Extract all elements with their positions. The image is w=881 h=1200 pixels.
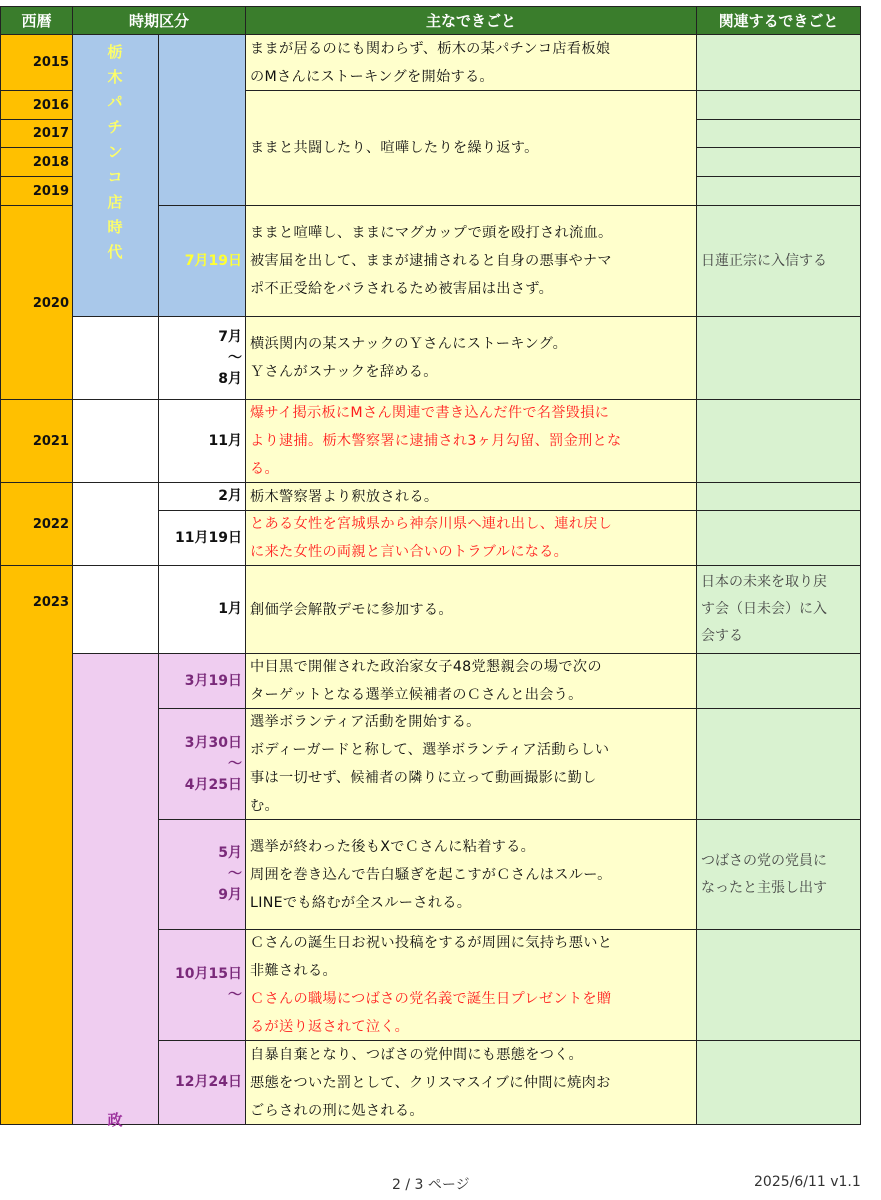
date-text: 〜: [228, 866, 242, 882]
year-2015: 2015: [0, 34, 73, 91]
date-cell-2020-07-08: [158, 316, 246, 400]
event-line: 事は一切せず、候補者の隣りに立って動画撮影に勤し: [250, 770, 597, 786]
date-text: 11月19日: [175, 529, 242, 546]
date-text: 11月: [208, 432, 242, 449]
period-char: チ: [107, 118, 123, 136]
related-line: なったと主張し出す: [701, 879, 827, 896]
related-line: す会（日未会）に入: [701, 601, 827, 617]
event-line: Ｃさんの誕生日お祝い投稿をするが周囲に気持ち悪いと: [250, 935, 613, 951]
event-line: に来た女性の両親と言い合いのトラブルになる。: [250, 544, 569, 560]
related-2018: [696, 147, 861, 177]
date-text: 2月: [218, 488, 242, 504]
related-2023e: [696, 929, 861, 1041]
year-2020: 2020: [0, 205, 73, 400]
event-2022-release: [245, 482, 697, 511]
event-line: ままと共闘したり、喧嘩したりを繰り返す。: [250, 140, 539, 156]
event-line: 非難される。: [250, 963, 337, 979]
date-text: 12月24日: [175, 1074, 242, 1090]
date-text: 7月: [218, 328, 242, 345]
event-line: 悪態をついた罰として、クリスマスイブに仲間に焼肉お: [250, 1074, 611, 1091]
period-label-politics: [82, 1108, 148, 1133]
related-2023c: [696, 708, 861, 820]
event-2023-christmas: [245, 1040, 697, 1125]
related-2017: [696, 119, 861, 148]
event-line: ままが居るのにも関わらず、栃木の某パチンコ店看板娘: [250, 40, 611, 57]
related-2023-nichimikai: [696, 565, 861, 654]
date-cell-2022-02: [158, 482, 246, 511]
event-line: 爆サイ掲示板にMさん関連で書き込んだ件で名誉毀損に: [250, 405, 610, 421]
date-text: 9月: [218, 887, 242, 903]
period-char: 店: [107, 193, 123, 211]
related-2015: [696, 34, 861, 91]
related-2022b: [696, 510, 861, 566]
related-2021: [696, 399, 861, 483]
related-2020b: [696, 316, 861, 400]
event-2023-birthday: [245, 929, 697, 1041]
date-text: 5月: [218, 845, 242, 861]
event-2023-nakameguro: [245, 653, 697, 709]
event-line: ごらされの刑に処される。: [250, 1102, 424, 1119]
date-text: 〜: [228, 755, 242, 772]
period-char: 代: [107, 243, 123, 261]
date-text: 〜: [228, 349, 242, 366]
period-char: 時: [107, 218, 123, 236]
event-line: Ｙさんがスナックを辞める。: [250, 364, 438, 380]
related-line: 日蓮正宗に入信する: [701, 252, 827, 269]
event-line: 周囲を巻き込んで告白騒ぎを起こすがＣさんはスルー。: [250, 866, 612, 883]
related-2016: [696, 90, 861, 120]
event-2023-volunteer: [245, 708, 697, 820]
event-2015: [245, 34, 697, 91]
event-2023-x-stalking: [245, 819, 697, 930]
event-2016-2019: [245, 90, 697, 206]
event-line: LINEでも絡むが全スルーされる。: [250, 894, 472, 911]
event-line: 被害届を出して、ままが逮捕されると自身の悪事やナマ: [250, 253, 612, 269]
event-2020-yokohama: [245, 316, 697, 400]
year-2022: 2022: [0, 482, 73, 566]
header-period: 時期区分: [72, 6, 246, 35]
event-line: ままと喧嘩し、ままにマグカップで頭を殴打され流血。: [250, 225, 613, 241]
date-text: 4月25日: [184, 776, 242, 793]
date-text: 〜: [228, 987, 242, 1003]
page-number: 2 / 3 ページ: [392, 1177, 470, 1193]
year-2021: 2021: [0, 399, 73, 483]
date-cell-2021-11: [158, 399, 246, 483]
date-cell-2022-1119: [158, 510, 246, 566]
year-2017: 2017: [0, 119, 73, 148]
period-char: 栃: [107, 43, 123, 61]
related-2022a: [696, 482, 861, 511]
related-2023-tsubasa: [696, 819, 861, 930]
related-2023b: [696, 653, 861, 709]
related-2019: [696, 176, 861, 206]
period-group-blank-2022: [72, 482, 159, 566]
related-line: つばさの党の党員に: [701, 852, 827, 869]
date-text: 10月15日: [175, 966, 242, 982]
event-line: るが送り返されて泣く。: [250, 1019, 410, 1035]
date-text: 3月30日: [184, 734, 242, 751]
year-2019: 2019: [0, 176, 73, 206]
event-line: より逮捕。栃木警察署に逮捕され3ヶ月勾留、罰金刑とな: [250, 433, 622, 449]
version-date: 2025/6/11 v1.1: [754, 1174, 861, 1190]
event-line: Ｃさんの職場につばさの党名義で誕生日プレゼントを贈: [250, 991, 612, 1007]
date-cell-2023-1224: [158, 1040, 246, 1125]
period-char: ン: [107, 143, 123, 161]
header-main-events: 主なできごと: [245, 6, 697, 35]
event-line: む。: [250, 798, 279, 814]
period-label-tochigi-pachinko: [82, 40, 148, 265]
header-related-events: 関連するできごと: [696, 6, 861, 35]
date-cell-2015-2019: [158, 34, 246, 206]
event-2020-mug: [245, 205, 697, 317]
event-line: る。: [250, 461, 279, 477]
year-2016: 2016: [0, 90, 73, 120]
period-char: 木: [107, 68, 123, 86]
date-text: 8月: [218, 370, 242, 387]
event-line: 選挙が終わった後もXでＣさんに粘着する。: [250, 838, 536, 855]
date-text: 7月19日: [184, 252, 242, 269]
date-cell-2023-1015: [158, 929, 246, 1041]
date-cell-2023-0319: [158, 653, 246, 709]
period-char: 政: [107, 1111, 123, 1129]
period-char: コ: [107, 168, 123, 186]
event-line: 自暴自棄となり、つばさの党仲間にも悪態をつく。: [250, 1046, 583, 1063]
date-cell-2023-0330-0425: [158, 708, 246, 820]
event-line: 創価学会解散デモに参加する。: [250, 601, 453, 618]
date-text: 3月19日: [184, 672, 242, 689]
date-cell-2020-0719: [158, 205, 246, 317]
period-group-politics: [72, 653, 159, 1125]
date-cell-2023-05-09: [158, 819, 246, 930]
event-line: ボディーガードと称して、選挙ボランティア活動らしい: [250, 742, 610, 758]
event-line: ポ不正受給をバラされるため被害届は出さず。: [250, 281, 554, 297]
related-2020-nichiren: [696, 205, 861, 317]
related-line: 日本の未来を取り戻: [701, 574, 827, 590]
event-line: 横浜関内の某スナックのＹさんにストーキング。: [250, 336, 568, 352]
event-2023-demo: [245, 565, 697, 654]
related-line: 会する: [701, 628, 743, 644]
period-group-blank-2020: [72, 316, 159, 400]
event-line: 栃木警察署より釈放される。: [250, 488, 439, 505]
event-line: のMさんにストーキングを開始する。: [250, 68, 494, 85]
header-year: 西暦: [0, 6, 73, 35]
year-2018: 2018: [0, 147, 73, 177]
event-line: とある女性を宮城県から神奈川県へ連れ出し、連れ戻し: [250, 516, 613, 532]
date-cell-2023-01: [158, 565, 246, 654]
event-2021-arrest: [245, 399, 697, 483]
event-2022-miyagi: [245, 510, 697, 566]
related-2023f: [696, 1040, 861, 1125]
date-text: 1月: [218, 601, 242, 617]
period-group-blank-2021: [72, 399, 159, 483]
event-line: ターゲットとなる選挙立候補者のＣさんと出会う。: [250, 687, 583, 703]
period-group-blank-2023: [72, 565, 159, 654]
period-char: パ: [107, 93, 123, 111]
year-2023: 2023: [0, 565, 73, 1125]
event-line: 中目黒で開催された政治家女子48党懇親会の場で次の: [250, 659, 602, 675]
event-line: 選挙ボランティア活動を開始する。: [250, 714, 481, 730]
